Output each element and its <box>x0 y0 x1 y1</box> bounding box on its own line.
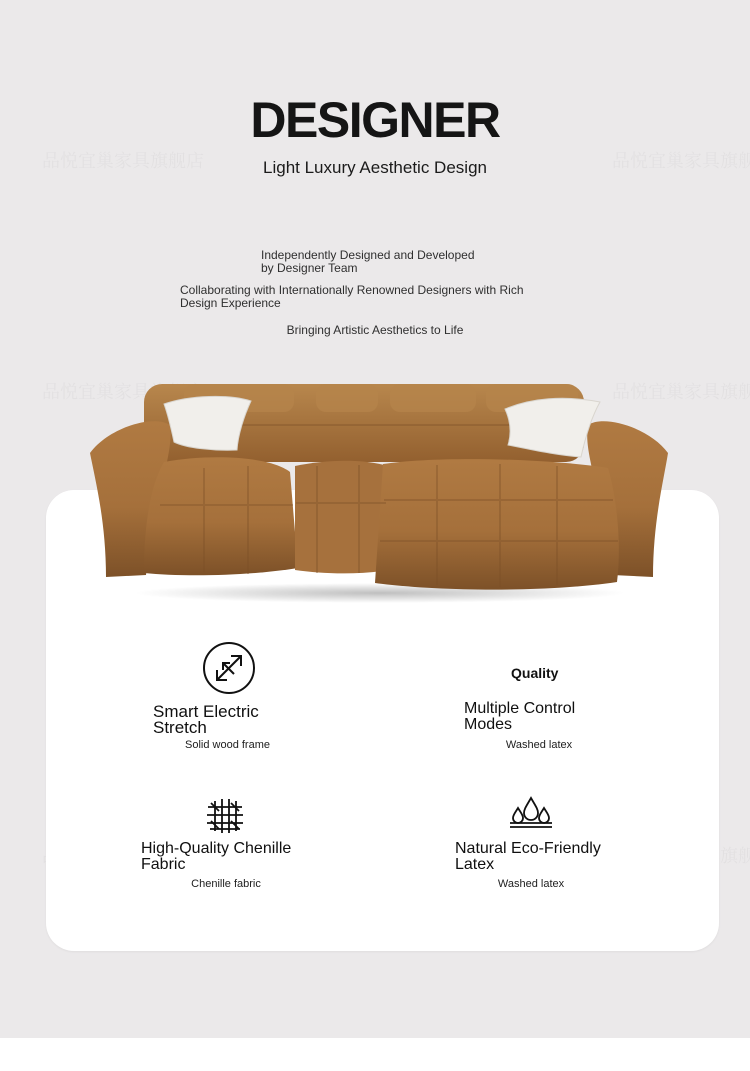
sofa-image <box>88 380 670 605</box>
quality-label: Quality <box>511 665 559 681</box>
intro-text-2: Collaborating with Internationally Renowned Designers with Rich Design Experience <box>180 283 524 310</box>
expand-arrows-icon <box>202 641 256 695</box>
page-subtitle: Light Luxury Aesthetic Design <box>263 158 487 177</box>
feature-subtitle: Washed latex <box>505 739 573 751</box>
feature-title: Smart Electric Stretch <box>153 702 259 737</box>
feature-title: High-Quality Chenille Fabric <box>141 840 292 873</box>
feature-subtitle: Chenille fabric <box>191 878 261 890</box>
feature-subtitle: Solid wood frame <box>185 739 270 751</box>
feature-title: Natural Eco-Friendly Latex <box>455 840 601 873</box>
fabric-weave-icon <box>206 797 244 835</box>
intro-text-1: Independently Designed and Developed by Designer Team <box>261 248 475 275</box>
feature-subtitle: Washed latex <box>497 878 565 890</box>
feature-title: Multiple Control Modes <box>464 700 576 733</box>
intro-text-3: Bringing Artistic Aesthetics to Life <box>286 323 464 337</box>
bottom-strip <box>0 1038 750 1071</box>
page-title: DESIGNER <box>250 92 500 148</box>
water-drops-icon <box>507 795 555 829</box>
